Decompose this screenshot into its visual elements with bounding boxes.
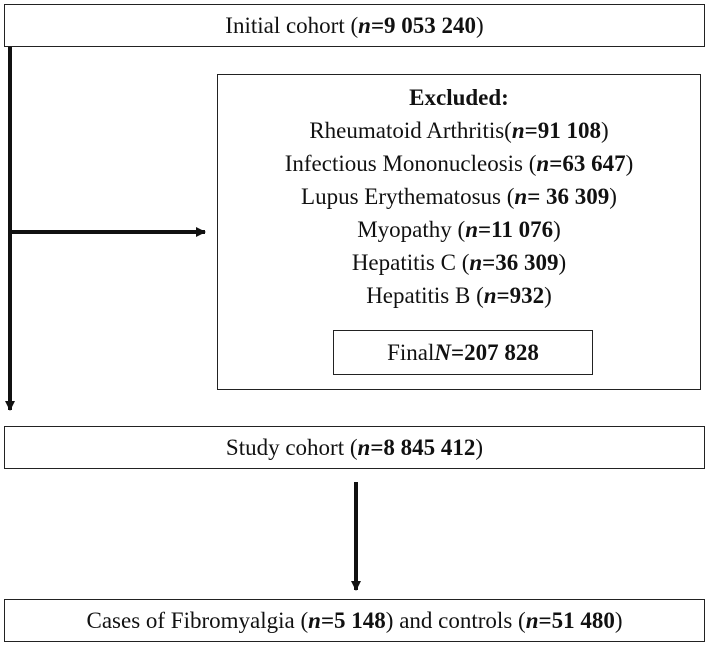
excluded-title: Excluded: (409, 85, 509, 110)
study-cohort-label: Study cohort ( (225, 434, 358, 460)
cases-controls-box: Cases of Fibromyalgia ( n=5 148 ) and controls ( n=51 480 ) (4, 599, 705, 642)
final-n-box: Final N=207 828 (333, 330, 593, 375)
excluded-item: Lupus Erythematosus (n= 36 309) (301, 184, 617, 209)
initial-cohort-box: Initial cohort ( n=9 053 240 ) (4, 4, 705, 47)
final-n-value: 207 828 (464, 339, 539, 365)
study-cohort-box: Study cohort ( n=8 845 412 ) (4, 426, 705, 469)
cases-value: 5 148 (334, 607, 386, 633)
initial-cohort-label: Initial cohort ( (225, 12, 359, 38)
excluded-item: Rheumatoid Arthritis(n=91 108) (309, 118, 609, 143)
study-cohort-value: 8 845 412 (383, 434, 476, 460)
controls-value: 51 480 (551, 607, 615, 633)
excluded-item: Hepatitis B (n=932) (366, 283, 552, 308)
excluded-item: Hepatitis C (n=36 309) (351, 250, 567, 275)
excluded-item: Myopathy (n=11 076) (357, 217, 561, 242)
excluded-item: Infectious Mononucleosis (n=63 647) (284, 151, 634, 176)
initial-cohort-value: 9 053 240 (384, 12, 477, 38)
excluded-box (217, 74, 701, 390)
